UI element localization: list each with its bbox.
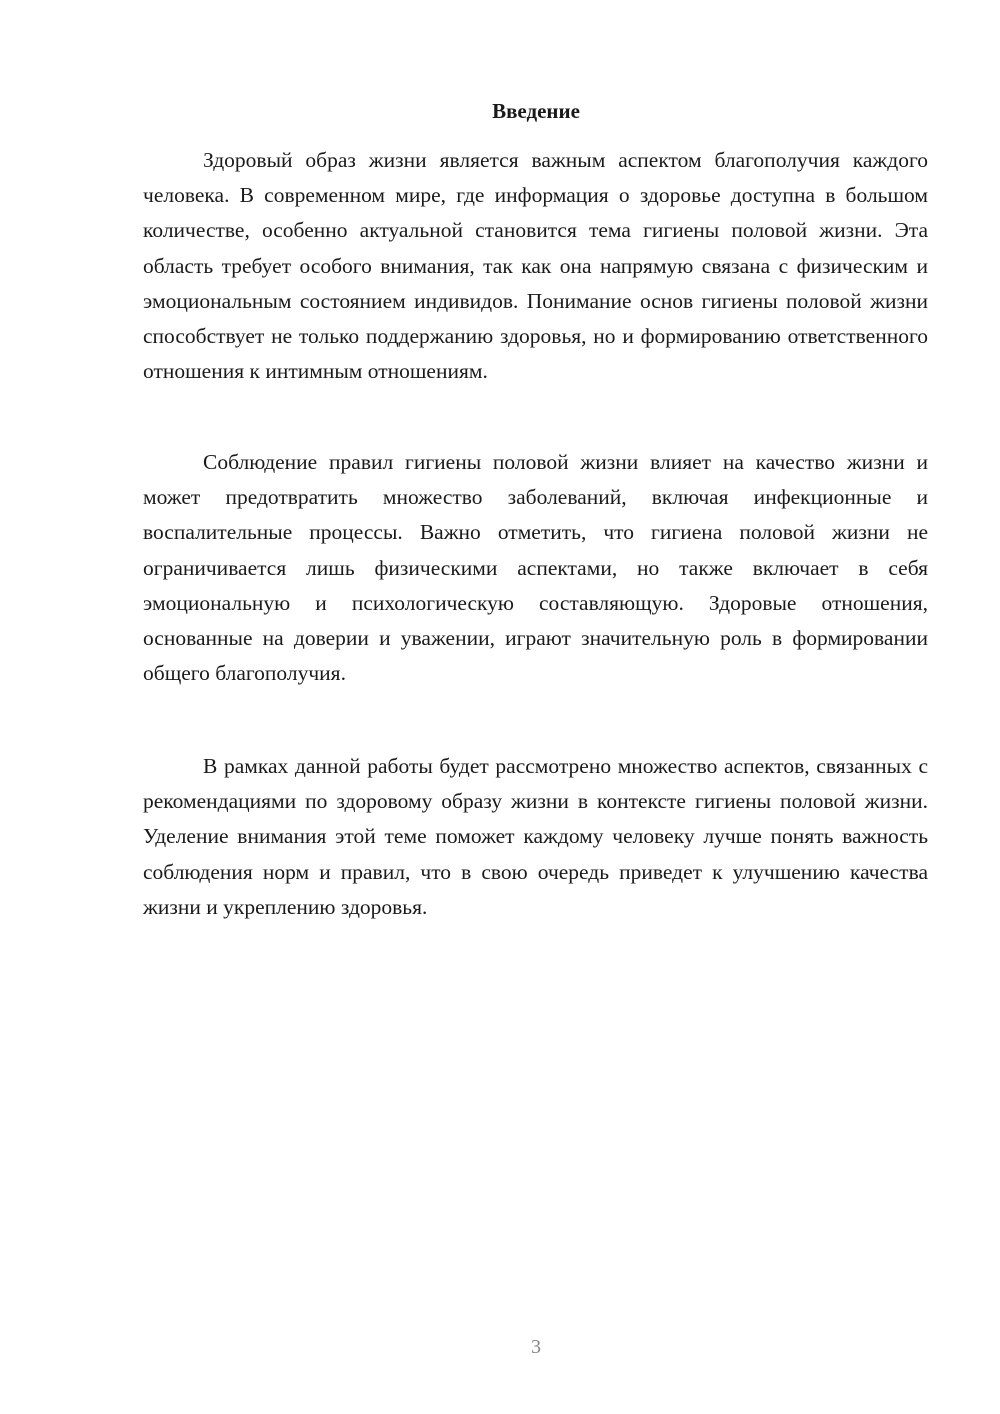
page-number: 3	[531, 1336, 541, 1358]
paragraph-3: В рамках данной работы будет рассмотрено множество аспектов, связанных с рекомендациями по здоровому образу жизни в контексте гигиены половой жизни. Уделение внимания этой теме поможет каждому человеку лучше понять важность соблюдения норм и правил, что в свою очередь приведет к улучшению качества жизни и укреплению здоровья.	[143, 754, 928, 919]
section-heading: Введение	[492, 99, 580, 123]
paragraph-1: Здоровый образ жизни является важным аспектом благополучия каждого человека. В современном мире, где информация о здоровье доступна в большом количестве, особенно актуальной становится тема гигиены половой жизни. Эта область требует особого внимания, так как она напрямую связана с физическим и эмоциональным состоянием индивидов. Понимание основ гигиены половой жизни способствует не только поддержанию здоровья, но и формированию ответственного отношения к интимным отношениям.	[143, 148, 928, 384]
paragraph-2: Соблюдение правил гигиены половой жизни влияет на качество жизни и может предотвратить множество заболеваний, включая инфекционные и воспалительные процессы. Важно отметить, что гигиена половой жизни не ограничивается лишь физическими аспектами, но также включает в себя эмоциональную и психологическую составляющую. Здоровые отношения, основанные на доверии и уважении, играют значительную роль в формировании общего благополучия.	[143, 450, 928, 686]
